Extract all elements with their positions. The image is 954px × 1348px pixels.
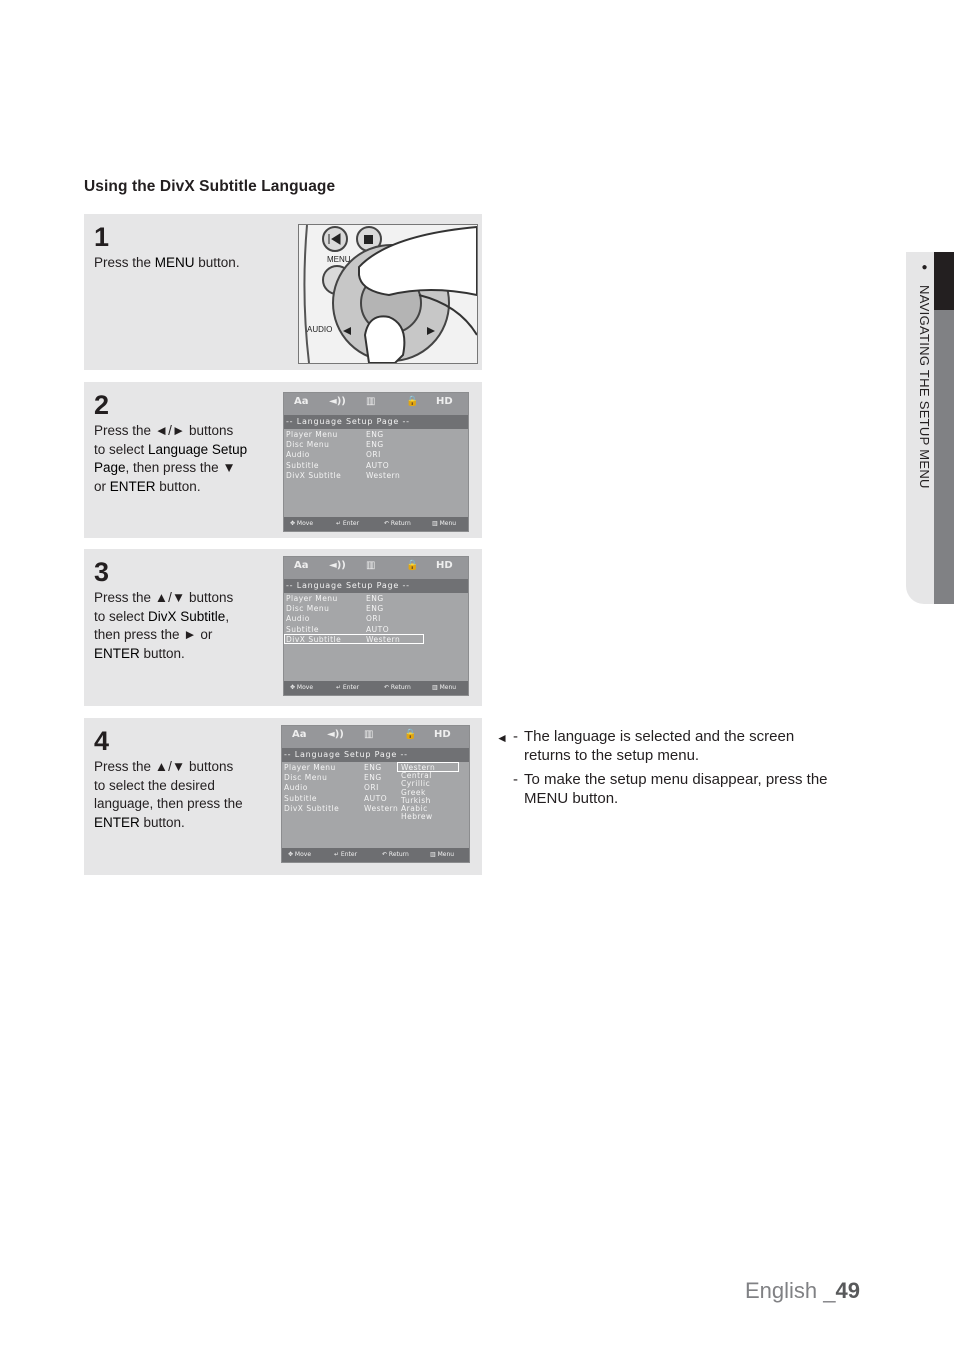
- osd-screen-step-3: [283, 556, 469, 696]
- osd-menu-row: DivX Subtitle Western: [284, 803, 399, 813]
- note-arrow-icon: ◄: [496, 731, 508, 745]
- osd-title: -- Language Setup Page --: [282, 748, 469, 762]
- osd-title: -- Language Setup Page --: [284, 579, 468, 593]
- osd-footer-item: ▥ Menu: [430, 851, 455, 858]
- footer-language: English _: [745, 1278, 836, 1303]
- sidebar-bullet: ●: [919, 262, 930, 274]
- osd-selection-box: [397, 762, 459, 772]
- osd-menu-row: Disc Menu ENG: [284, 773, 382, 783]
- osd-menu-row: DivX Subtitle Western: [286, 470, 401, 480]
- osd-menu-row: Player Menu ENG: [286, 430, 384, 439]
- osd-tab-icon: HD: [434, 729, 451, 740]
- osd-tab-icon: Aa: [292, 729, 307, 740]
- step-number: 4: [94, 726, 110, 756]
- step-number: 3: [94, 557, 110, 587]
- osd-footer-item: ↵ Enter: [336, 684, 360, 691]
- step-text: Press the ▲/▼ buttons to select DivX Subtitle, then press the ► or ENTER button.: [94, 590, 234, 661]
- note-block: [496, 727, 834, 813]
- osd-tab-icon: 🔒: [406, 396, 419, 407]
- osd-footer-item: ↶ Return: [384, 684, 411, 691]
- step-text: Press the ▲/▼ buttons to select the desired language, then press the ENTER button.: [94, 759, 243, 830]
- step-text: Press the ◄/► buttons to select Language Setup Page, then press the ▼ or ENTER button.: [94, 423, 248, 494]
- audio-label: AUDIO: [307, 325, 333, 334]
- osd-footer-item: ↶ Return: [384, 520, 411, 527]
- osd-language-option: Hebrew: [401, 812, 433, 822]
- remote-hand-icon: [299, 225, 477, 363]
- step-number: 1: [94, 222, 110, 252]
- osd-icon-bar: [284, 557, 468, 579]
- osd-screen-step-2: [283, 392, 469, 532]
- page-footer: [745, 1278, 860, 1304]
- osd-title: -- Language Setup Page --: [284, 415, 468, 429]
- osd-menu-row: Subtitle AUTO: [284, 793, 388, 803]
- osd-footer-item: ✥ Move: [290, 684, 314, 691]
- remote-control-illustration: [298, 224, 478, 364]
- osd-tab-icon: ▥: [364, 729, 374, 740]
- note-item: - To make the setup menu disappear, press the MENU button.: [513, 771, 828, 807]
- osd-menu-row: Audio ORI: [286, 450, 381, 460]
- osd-language-option: Western: [401, 763, 436, 772]
- section-heading: Using the DivX Subtitle Language: [84, 178, 336, 195]
- osd-menu-row: Subtitle AUTO: [286, 624, 390, 634]
- osd-tab-icon: ▥: [366, 560, 376, 571]
- sidebar-title: NAVIGATING THE SETUP MENU: [917, 285, 932, 489]
- osd-tab-icon: 🔒: [404, 729, 417, 740]
- osd-menu-row: Player Menu ENG: [286, 594, 384, 603]
- osd-menu-row: Subtitle AUTO: [286, 460, 390, 470]
- osd-language-option: Cyrillic: [401, 779, 431, 789]
- osd-footer-item: ✥ Move: [288, 851, 312, 858]
- step-number: 2: [94, 390, 110, 420]
- osd-footer-item: ↵ Enter: [334, 851, 358, 858]
- osd-footer-item: ↶ Return: [382, 851, 409, 858]
- osd-language-option: Greek: [401, 787, 426, 797]
- osd-menu-row: Audio ORI: [284, 783, 379, 793]
- osd-tab-icon: Aa: [294, 560, 309, 571]
- osd-screen-step-4: [281, 725, 470, 863]
- step-text: Press the MENU button.: [94, 255, 240, 270]
- osd-footer-bar: [284, 517, 468, 531]
- osd-footer-bar: [284, 681, 468, 695]
- osd-footer-item: ↵ Enter: [336, 520, 360, 527]
- osd-tab-icon: ◄)): [329, 396, 346, 407]
- osd-tab-icon: 🔒: [406, 560, 419, 571]
- note-item: - The language is selected and the screen returns to the setup menu.: [513, 728, 795, 764]
- page-number: 49: [835, 1278, 860, 1303]
- osd-tab-icon: ◄)): [329, 560, 346, 571]
- osd-menu-row: DivX Subtitle Western: [286, 634, 401, 644]
- osd-icon-bar: [284, 393, 468, 415]
- menu-label: MENU: [327, 255, 351, 264]
- osd-language-option: Turkish: [401, 795, 431, 805]
- osd-menu-row: Player Menu ENG: [284, 763, 382, 772]
- osd-language-option: Arabic: [401, 804, 428, 813]
- osd-tab-icon: ▥: [366, 396, 376, 407]
- osd-menu-row: Audio ORI: [286, 614, 381, 624]
- osd-tab-icon: HD: [436, 396, 453, 407]
- osd-footer-item: ▥ Menu: [432, 520, 457, 527]
- osd-menu-row: Disc Menu ENG: [286, 440, 384, 450]
- osd-selection-box: [284, 634, 424, 644]
- osd-icon-bar: [282, 726, 469, 748]
- osd-tab-icon: ◄)): [327, 729, 344, 740]
- osd-footer-item: ▥ Menu: [432, 684, 457, 691]
- osd-footer-item: ✥ Move: [290, 520, 314, 527]
- osd-language-option: Central: [401, 771, 432, 781]
- osd-menu-row: Disc Menu ENG: [286, 604, 384, 614]
- osd-footer-bar: [282, 848, 469, 862]
- sidebar-marker: [934, 252, 954, 310]
- osd-tab-icon: Aa: [294, 396, 309, 407]
- sidebar-label: [910, 262, 932, 489]
- osd-tab-icon: HD: [436, 560, 453, 571]
